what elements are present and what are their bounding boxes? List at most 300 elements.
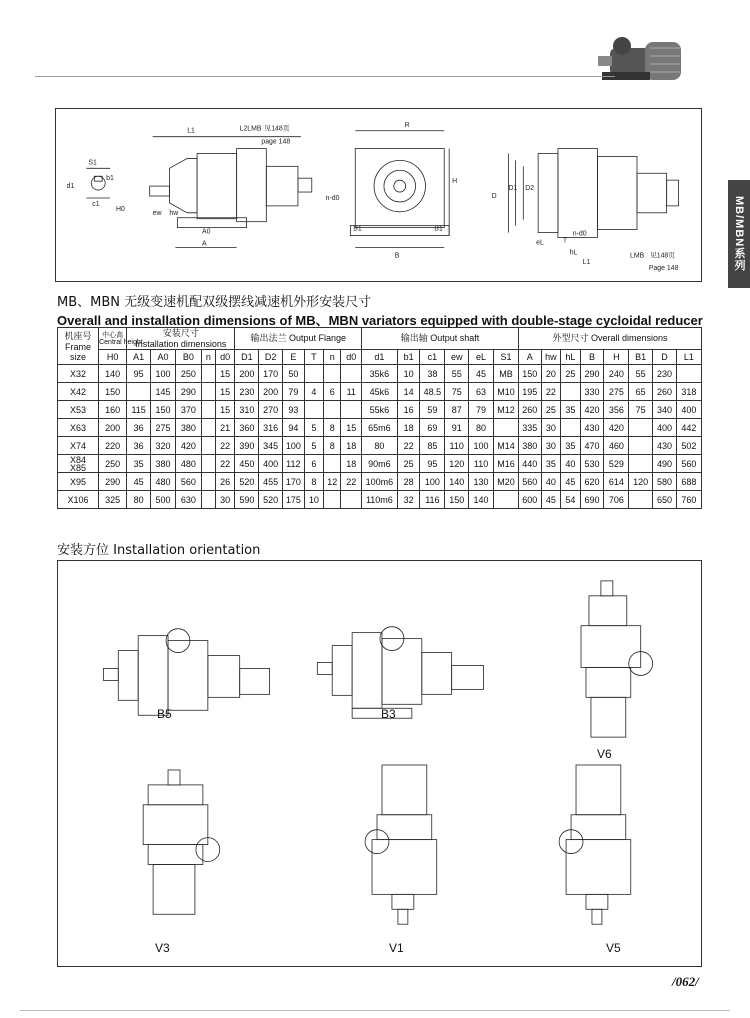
table-cell: 500 <box>151 491 176 509</box>
frame-size-cell: X32 <box>58 365 99 383</box>
label-d1: d1 <box>66 183 75 191</box>
table-cell: 80 <box>127 491 151 509</box>
column-header: A0 <box>151 350 176 365</box>
table-cell <box>561 419 580 437</box>
column-header: hL <box>561 350 580 365</box>
table-cell: 620 <box>580 473 604 491</box>
table-cell: 6 <box>324 383 341 401</box>
orientation-title: 安装方位 Installation orientation <box>57 543 261 558</box>
table-row <box>58 401 702 419</box>
series-side-tab: MB/MBN系列 <box>728 180 750 288</box>
table-cell: 26 <box>215 473 235 491</box>
table-cell: 275 <box>604 383 629 401</box>
table-cell: 140 <box>99 365 127 383</box>
label-b1-left: B1 <box>353 225 362 233</box>
table-cell: 335 <box>518 419 541 437</box>
table-cell: 529 <box>604 455 629 473</box>
table-cell: 420 <box>175 437 201 455</box>
label-ew: ew <box>152 209 162 217</box>
table-cell <box>201 401 215 419</box>
table-cell: 8 <box>324 437 341 455</box>
table-cell: 69 <box>420 419 445 437</box>
table-cell: 560 <box>518 473 541 491</box>
table-cell: 25 <box>561 365 580 383</box>
table-cell: 240 <box>604 365 629 383</box>
table-cell: 36 <box>127 419 151 437</box>
label-d2: D2 <box>525 185 535 193</box>
table-cell: 30 <box>541 437 560 455</box>
table-cell: 690 <box>580 491 604 509</box>
table-cell: 25 <box>541 401 560 419</box>
table-cell: 325 <box>99 491 127 509</box>
table-cell: 85 <box>420 437 445 455</box>
table-cell: 79 <box>469 401 494 419</box>
table-cell: 260 <box>518 401 541 419</box>
label-a0: A0 <box>202 228 211 236</box>
table-cell: 50 <box>283 365 305 383</box>
table-cell: 4 <box>304 383 323 401</box>
orientation-label-b5: B5 <box>157 707 172 721</box>
table-cell: 10 <box>304 491 323 509</box>
table-cell <box>127 383 151 401</box>
table-cell: 45k6 <box>362 383 398 401</box>
table-cell: 120 <box>629 473 653 491</box>
table-cell <box>324 455 341 473</box>
table-cell: 18 <box>341 455 362 473</box>
table-cell: 100m6 <box>362 473 398 491</box>
table-cell: 250 <box>175 365 201 383</box>
dimensions-table <box>57 327 702 509</box>
column-header: eL <box>469 350 494 365</box>
table-cell: 48.5 <box>420 383 445 401</box>
table-cell: 80 <box>469 419 494 437</box>
table-cell: M14 <box>493 437 518 455</box>
table-cell: 35 <box>127 455 151 473</box>
table-cell <box>493 491 518 509</box>
table-cell: 630 <box>175 491 201 509</box>
table-cell: 150 <box>518 365 541 383</box>
table-cell: 18 <box>397 419 420 437</box>
label-b1: b1 <box>106 175 114 183</box>
label-t: T <box>562 237 568 245</box>
header-output-flange: 输出法兰 Output Flange <box>235 328 362 350</box>
table-row <box>58 491 702 509</box>
table-cell: 35 <box>541 455 560 473</box>
label-see-148: 见148页 <box>264 125 290 133</box>
column-header: d0 <box>341 350 362 365</box>
table-row <box>58 383 702 401</box>
table-cell <box>629 437 653 455</box>
label-h0: H0 <box>116 205 125 213</box>
label-s1: S1 <box>88 159 97 167</box>
table-cell: 5 <box>304 419 323 437</box>
column-header: hw <box>541 350 560 365</box>
table-cell: 250 <box>99 455 127 473</box>
label-hl: hL <box>569 249 578 257</box>
column-header: E <box>283 350 305 365</box>
table-cell <box>324 491 341 509</box>
title-chinese: MB、MBN 无级变速机配双级摆线减速机外形安装尺寸 <box>57 295 372 310</box>
header-overall: 外型尺寸 Overall dimensions <box>518 328 701 350</box>
label-l1-flange: L1 <box>582 259 591 267</box>
title-english: Overall and installation dimensions of MB、MBN variators equipped with double-stage cycloidal reducer <box>57 313 703 328</box>
column-header: L1 <box>676 350 701 365</box>
table-cell <box>629 491 653 509</box>
table-cell <box>629 455 653 473</box>
label-see-148-b: 见148页 <box>649 252 676 260</box>
table-cell <box>201 437 215 455</box>
table-cell: M12 <box>493 401 518 419</box>
table-cell: 110 <box>445 437 469 455</box>
table-cell: 560 <box>175 473 201 491</box>
label-l1: L1 <box>187 127 195 135</box>
table-cell: 600 <box>518 491 541 509</box>
table-cell: 440 <box>518 455 541 473</box>
table-cell: 80 <box>362 437 398 455</box>
table-cell: 116 <box>420 491 445 509</box>
table-cell: 310 <box>235 401 259 419</box>
table-row <box>58 365 702 383</box>
table-cell <box>201 473 215 491</box>
table-cell: M10 <box>493 383 518 401</box>
table-cell: 200 <box>259 383 283 401</box>
column-header: ew <box>445 350 469 365</box>
table-cell: 100 <box>469 437 494 455</box>
table-cell: 270 <box>259 401 283 419</box>
frame-size-cell: X84 X85 <box>58 455 99 473</box>
product-gearmotor-icon <box>580 28 690 98</box>
table-cell: 35 <box>561 401 580 419</box>
table-cell <box>561 383 580 401</box>
table-row <box>58 455 702 473</box>
table-cell: 502 <box>676 437 701 455</box>
table-cell: 420 <box>580 401 604 419</box>
flange-view <box>492 149 679 273</box>
table-cell: 200 <box>99 419 127 437</box>
table-cell <box>201 491 215 509</box>
table-cell: 15 <box>215 383 235 401</box>
table-cell: 59 <box>420 401 445 419</box>
table-cell: 455 <box>259 473 283 491</box>
table-cell: 320 <box>151 437 176 455</box>
column-header: T <box>304 350 323 365</box>
table-cell: 260 <box>653 383 677 401</box>
table-cell: 470 <box>580 437 604 455</box>
table-cell: 22 <box>341 473 362 491</box>
table-cell: 400 <box>653 419 677 437</box>
table-cell <box>304 365 323 383</box>
table-cell: 170 <box>259 365 283 383</box>
table-row <box>58 419 702 437</box>
table-cell <box>493 419 518 437</box>
table-cell: 112 <box>283 455 305 473</box>
table-cell: 420 <box>604 419 629 437</box>
table-cell: 290 <box>175 383 201 401</box>
table-cell: 380 <box>175 419 201 437</box>
table-cell: 380 <box>518 437 541 455</box>
column-header: S1 <box>493 350 518 365</box>
table-cell: 16 <box>397 401 420 419</box>
table-cell: 230 <box>235 383 259 401</box>
table-cell: 40 <box>541 473 560 491</box>
label-c1: c1 <box>92 200 100 208</box>
orientation-v6-drawing <box>581 581 653 737</box>
table-cell: 55 <box>629 365 653 383</box>
table-cell: 100 <box>283 437 305 455</box>
orientation-label-v1: V1 <box>389 941 404 955</box>
orientation-v1-drawing <box>365 765 437 924</box>
table-cell: 95 <box>127 365 151 383</box>
table-cell <box>304 401 323 419</box>
frame-size-cell: X42 <box>58 383 99 401</box>
table-cell: 79 <box>283 383 305 401</box>
label-d1-flange: D1 <box>508 185 518 193</box>
table-cell: 40 <box>561 455 580 473</box>
table-cell: 8 <box>324 419 341 437</box>
table-cell: 21 <box>215 419 235 437</box>
table-cell: 45 <box>127 473 151 491</box>
table-cell: M20 <box>493 473 518 491</box>
table-cell: 480 <box>151 473 176 491</box>
label-n-d0: n-d0 <box>325 194 340 202</box>
orientation-v5-drawing <box>559 765 631 924</box>
table-cell: 115 <box>127 401 151 419</box>
table-cell: 460 <box>604 437 629 455</box>
label-b1-right: B1 <box>434 225 443 233</box>
column-header: b1 <box>397 350 420 365</box>
table-cell <box>201 383 215 401</box>
table-cell <box>341 401 362 419</box>
table-cell: 38 <box>420 365 445 383</box>
label-page-148-b: Page 148 <box>648 265 679 273</box>
column-header: H <box>604 350 629 365</box>
table-cell: 45 <box>469 365 494 383</box>
table-cell: 140 <box>469 491 494 509</box>
frame-size-cell: X53 <box>58 401 99 419</box>
table-cell: 316 <box>259 419 283 437</box>
table-cell: 356 <box>604 401 629 419</box>
table-cell <box>676 365 701 383</box>
label-h: H <box>452 178 458 186</box>
table-cell: 330 <box>580 383 604 401</box>
table-cell: 230 <box>653 365 677 383</box>
table-cell: 290 <box>99 473 127 491</box>
table-cell: 100 <box>420 473 445 491</box>
table-cell: 442 <box>676 419 701 437</box>
table-cell: 15 <box>215 365 235 383</box>
label-a: A <box>202 240 207 248</box>
table-cell: 91 <box>445 419 469 437</box>
table-cell: 170 <box>283 473 305 491</box>
column-header: D1 <box>235 350 259 365</box>
orientation-v3-drawing <box>143 770 220 914</box>
table-cell: 32 <box>397 491 420 509</box>
column-header: n <box>201 350 215 365</box>
header-installation: 安装尺寸 Installation dimensions <box>127 328 235 350</box>
table-cell: 36 <box>127 437 151 455</box>
table-cell: 20 <box>541 365 560 383</box>
table-cell: 8 <box>304 473 323 491</box>
table-cell: 650 <box>653 491 677 509</box>
table-cell: 93 <box>283 401 305 419</box>
table-cell: 35 <box>561 437 580 455</box>
label-r: R <box>404 121 410 129</box>
column-header: A1 <box>127 350 151 365</box>
table-cell: 75 <box>629 401 653 419</box>
table-cell: 45 <box>541 491 560 509</box>
column-header: d0 <box>215 350 235 365</box>
table-cell: 95 <box>420 455 445 473</box>
table-cell: 340 <box>653 401 677 419</box>
table-cell: 110 <box>469 455 494 473</box>
table-cell: 120 <box>445 455 469 473</box>
table-cell: 450 <box>235 455 259 473</box>
side-view <box>116 124 312 248</box>
table-cell <box>629 419 653 437</box>
frame-size-cell: X74 <box>58 437 99 455</box>
table-cell: 400 <box>676 401 701 419</box>
table-cell: 18 <box>341 437 362 455</box>
table-cell: 90m6 <box>362 455 398 473</box>
label-d: D <box>491 192 497 200</box>
table-cell: 175 <box>283 491 305 509</box>
table-cell: 390 <box>235 437 259 455</box>
table-cell: 140 <box>445 473 469 491</box>
table-cell: 275 <box>151 419 176 437</box>
table-row <box>58 437 702 455</box>
table-cell <box>201 365 215 383</box>
table-cell: 220 <box>99 437 127 455</box>
orientation-label-v3: V3 <box>155 941 170 955</box>
frame-size-cell: X106 <box>58 491 99 509</box>
column-header: H0 <box>99 350 127 365</box>
table-cell: 380 <box>151 455 176 473</box>
table-cell: 490 <box>653 455 677 473</box>
table-cell: MB <box>493 365 518 383</box>
table-cell: 75 <box>445 383 469 401</box>
header-frame-size: 机座号 Frame size <box>58 328 99 365</box>
table-cell: 345 <box>259 437 283 455</box>
label-hw: hw <box>169 209 179 217</box>
table-cell: 45 <box>561 473 580 491</box>
label-b: B <box>394 252 400 260</box>
orientation-label-v6: V6 <box>597 747 612 761</box>
table-cell: 55 <box>445 365 469 383</box>
table-cell: 318 <box>676 383 701 401</box>
table-cell: 65m6 <box>362 419 398 437</box>
table-cell: 360 <box>235 419 259 437</box>
table-cell: 614 <box>604 473 629 491</box>
orientation-b3-drawing <box>317 627 483 719</box>
table-cell: 15 <box>341 419 362 437</box>
column-header: D <box>653 350 677 365</box>
table-cell: 370 <box>175 401 201 419</box>
table-cell <box>341 365 362 383</box>
frame-size-cell: X95 <box>58 473 99 491</box>
column-header: B1 <box>629 350 653 365</box>
column-header: d1 <box>362 350 398 365</box>
table-cell <box>201 455 215 473</box>
table-cell: 54 <box>561 491 580 509</box>
table-cell: 12 <box>324 473 341 491</box>
table-cell: 200 <box>235 365 259 383</box>
label-n-d0-flange: n-d0 <box>572 230 587 238</box>
table-cell: 22 <box>397 437 420 455</box>
table-cell: 55k6 <box>362 401 398 419</box>
table-cell: 65 <box>629 383 653 401</box>
table-cell: 5 <box>304 437 323 455</box>
table-cell: 100 <box>151 365 176 383</box>
header-rule <box>35 76 615 77</box>
column-header: A <box>518 350 541 365</box>
table-cell: 480 <box>175 455 201 473</box>
orientation-b5-drawing <box>103 629 269 716</box>
table-cell <box>341 491 362 509</box>
table-cell: 15 <box>215 401 235 419</box>
table-cell: 706 <box>604 491 629 509</box>
table-cell: 520 <box>259 491 283 509</box>
table-cell: 688 <box>676 473 701 491</box>
table-cell: 400 <box>259 455 283 473</box>
table-cell: 94 <box>283 419 305 437</box>
table-cell <box>201 419 215 437</box>
table-cell: 560 <box>676 455 701 473</box>
table-cell: 530 <box>580 455 604 473</box>
header-central-height: 中心高 Central height <box>99 328 127 350</box>
table-group-header-row <box>58 328 702 350</box>
table-cell: 590 <box>235 491 259 509</box>
frame-size-cell: X63 <box>58 419 99 437</box>
column-header: B <box>580 350 604 365</box>
table-column-header-row <box>58 350 702 365</box>
table-cell: 580 <box>653 473 677 491</box>
table-row <box>58 473 702 491</box>
table-cell: 760 <box>676 491 701 509</box>
table-cell: 130 <box>469 473 494 491</box>
table-cell: 150 <box>445 491 469 509</box>
column-header: D2 <box>259 350 283 365</box>
table-cell: 30 <box>215 491 235 509</box>
page-number: /062/ <box>672 974 699 989</box>
table-cell: 22 <box>541 383 560 401</box>
dimension-drawing <box>55 108 702 282</box>
table-cell: 145 <box>151 383 176 401</box>
table-cell: 30 <box>541 419 560 437</box>
table-cell <box>324 365 341 383</box>
header-output-shaft: 输出轴 Output shaft <box>362 328 519 350</box>
table-cell: 195 <box>518 383 541 401</box>
orientation-label-v5: V5 <box>606 941 621 955</box>
column-header: B0 <box>175 350 201 365</box>
table-cell: 110m6 <box>362 491 398 509</box>
shaft-section-view <box>67 159 114 208</box>
table-cell: 14 <box>397 383 420 401</box>
table-cell: 290 <box>580 365 604 383</box>
table-cell: M16 <box>493 455 518 473</box>
table-cell: 160 <box>99 401 127 419</box>
footer-rule <box>20 1010 730 1011</box>
table-cell: 150 <box>151 401 176 419</box>
table-body <box>58 365 702 509</box>
orientation-diagram <box>57 560 702 967</box>
front-view <box>326 122 458 259</box>
table-cell <box>324 401 341 419</box>
table-cell: 22 <box>215 455 235 473</box>
label-page-148: page 148 <box>261 138 291 146</box>
table-cell: 25 <box>397 455 420 473</box>
label-lmb: LMB <box>630 252 645 260</box>
column-header: c1 <box>420 350 445 365</box>
